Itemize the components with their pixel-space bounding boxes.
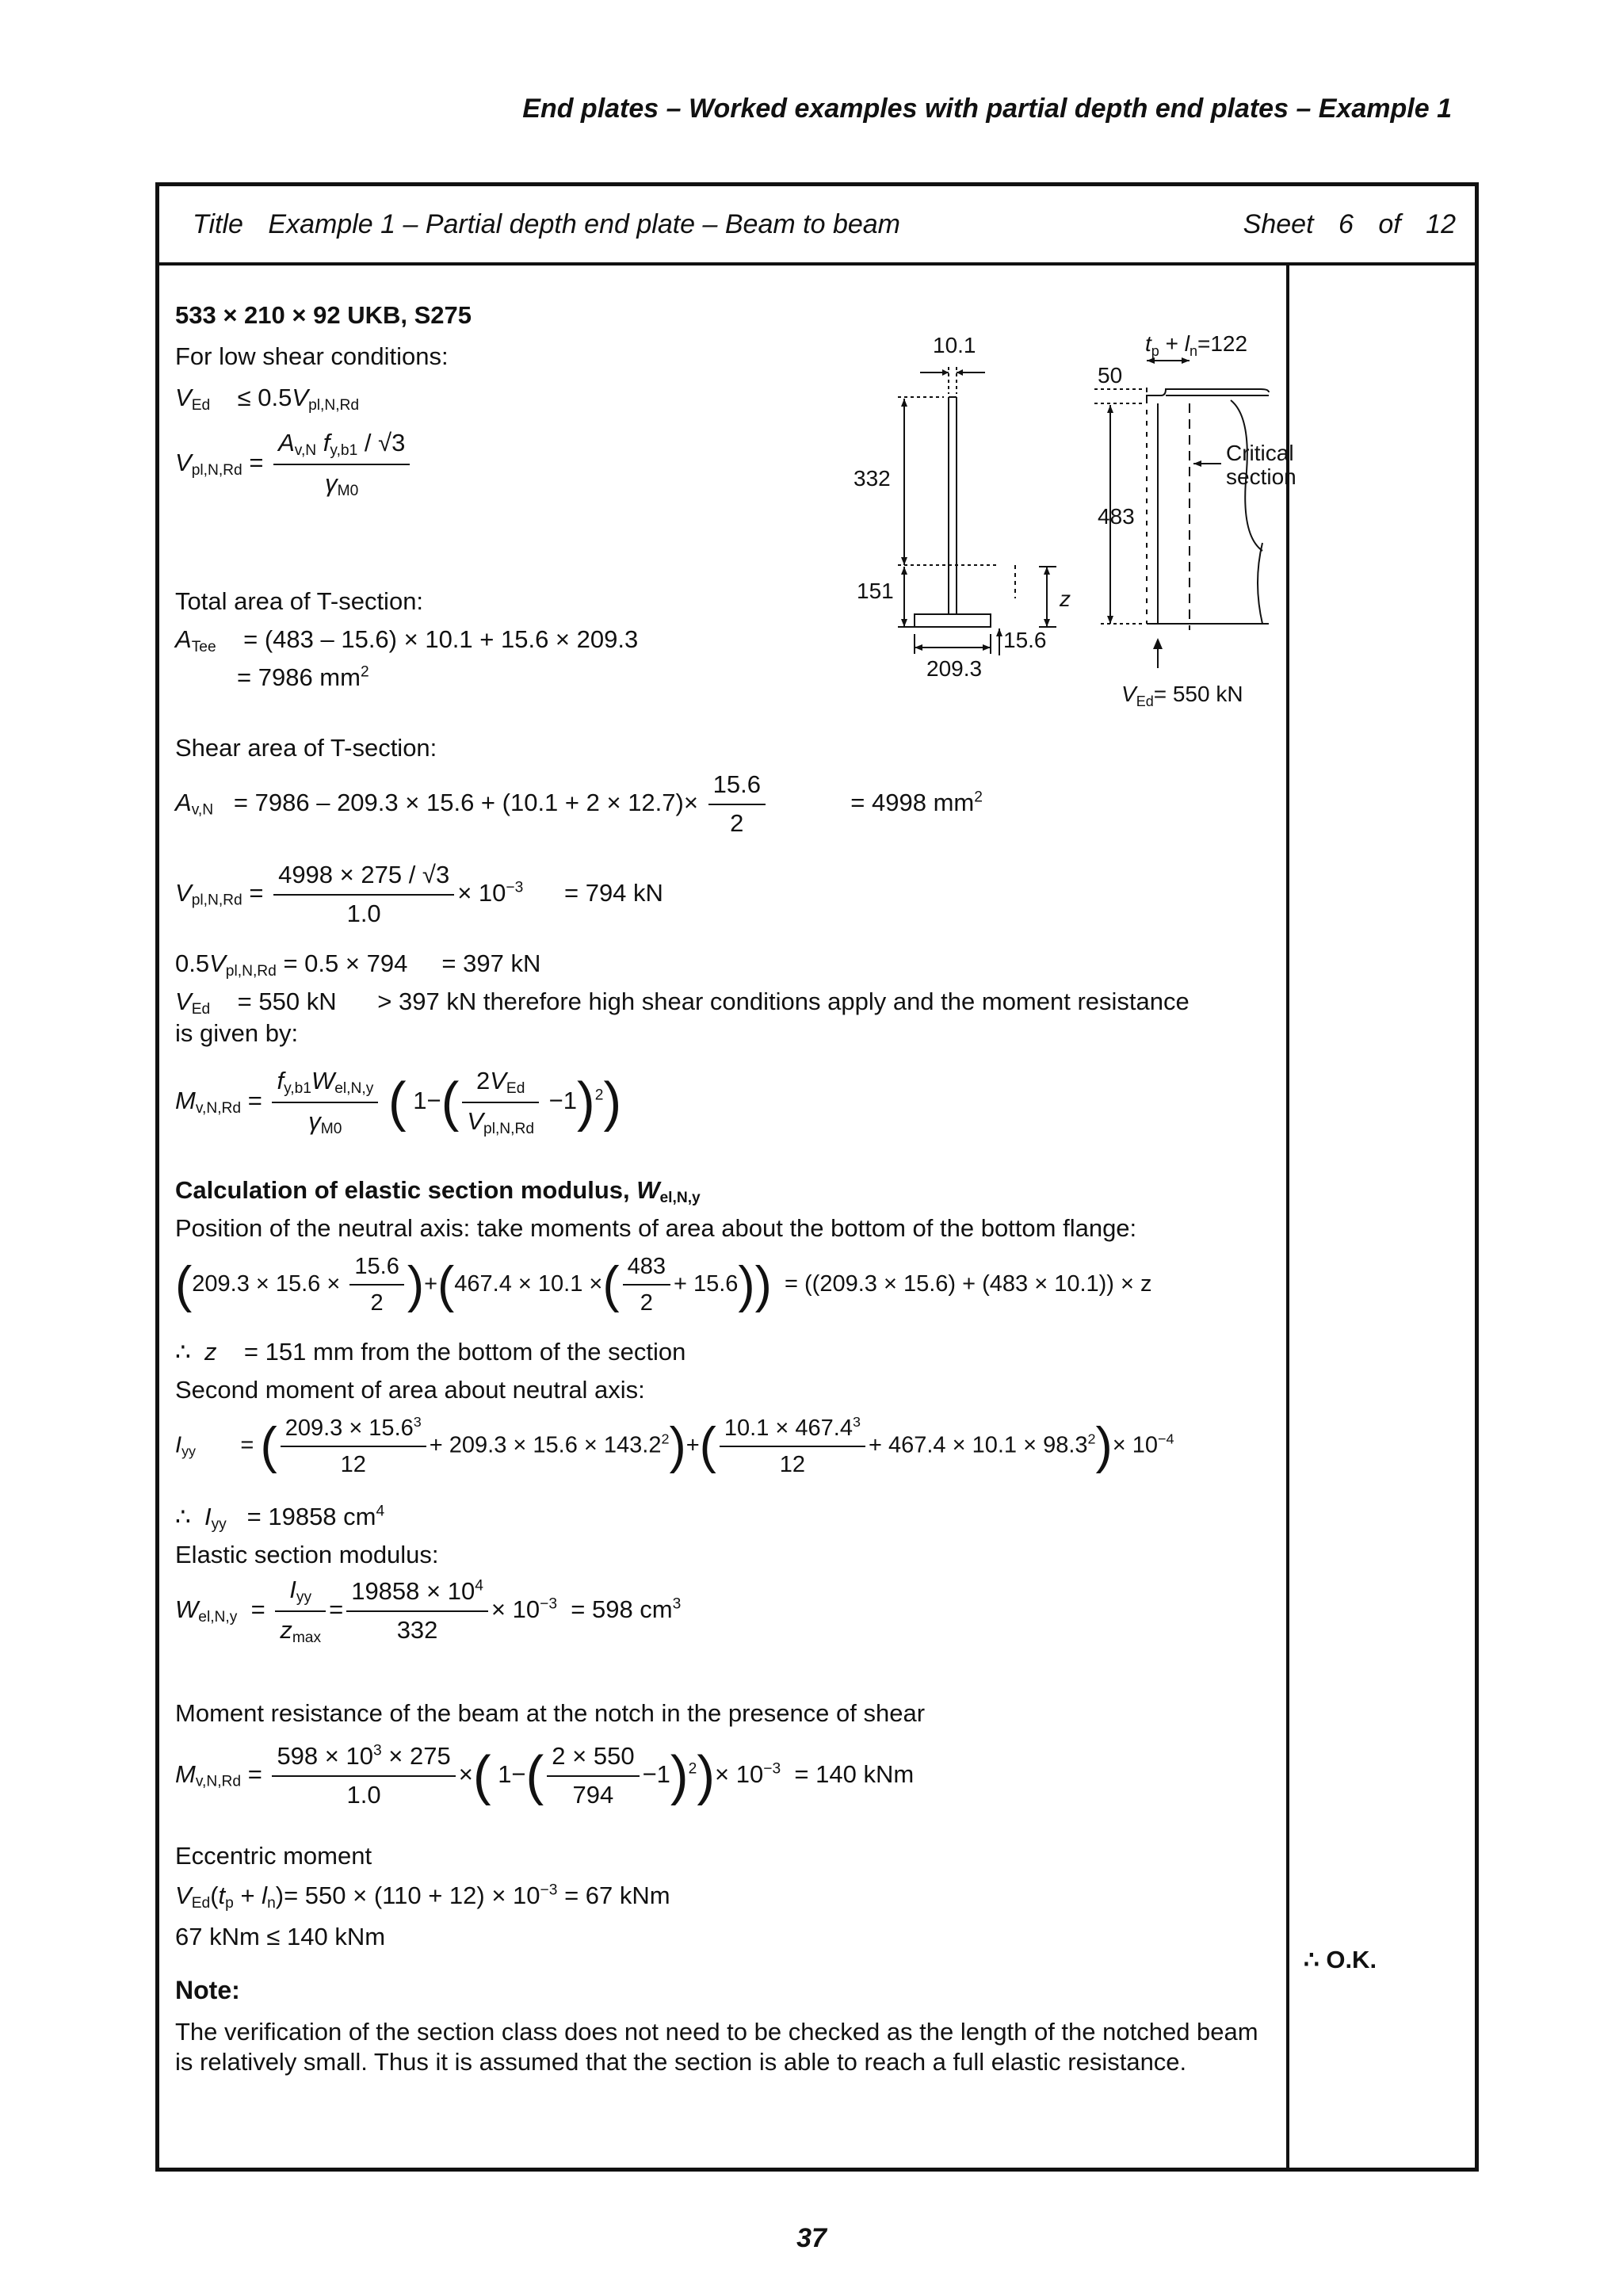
ved-force-label: $V_{Ed}= 550$ kN <box>1121 682 1243 709</box>
section-label: section <box>1226 464 1296 489</box>
iyy-equation: $I_{yy}$ = ( $\frac{209.3 \times 15.6^3}{12}$ + $209.3 \times 15.6 \times 143.2^2)+$( $\frac{10.1 \times 467.4^3}{12}$ + $467.4 \times 10.1 \times 98.3^2)\times 10^{-4}$ <box>175 1413 1174 1479</box>
wel-equation: $W_{el,N,y}$ = $\frac{I_{yy}}{z_{max}}$ = $\frac{19858 \times 10^4}{332}$ × $10^{-3} = 598$ $cm^3$ <box>175 1575 681 1648</box>
title-value: Example 1 – Partial depth end plate – Beam to beam <box>268 208 900 239</box>
title-label: Title <box>193 208 243 239</box>
tp-ln-label: $t_p + l_n=122$ <box>1145 331 1248 359</box>
neutral-axis-text: Position of the neutral axis: take moments of area about the bottom of the bottom flange: <box>175 1214 1137 1242</box>
z-label: z <box>1060 586 1071 611</box>
title-row <box>159 186 1475 266</box>
note-heading: Note: <box>175 1976 240 2004</box>
shear-area-text: Shear area of T-section: <box>175 734 437 762</box>
note-body: The verification of the section class does not need to be checked as the length of the notched beam is relatively small. Thus it is assumed that the section is able to reach a full elastic resistance. <box>175 2018 1258 2076</box>
calc-sheet <box>155 182 1479 2172</box>
eccentric-line: $V_{Ed}(t_p + l_n)= 550 \times (110 + 12) \times 10^{-3} = 67$ kNm <box>175 1881 670 1912</box>
of-label: of <box>1378 208 1401 239</box>
ved-condition: $V_{Ed}$ ≤ $0.5V_{pl,N,Rd}$ <box>175 384 360 414</box>
iyy-result: ∴ $I_{yy}$ = 19858 $cm^4$ <box>175 1503 385 1533</box>
dim-209-3: 209.3 <box>926 656 983 681</box>
page-number: 37 <box>796 2223 827 2253</box>
section-figure <box>666 329 1296 717</box>
vplnrd-definition: $V_{pl,N,Rd}$ = $\frac{A_{v,N} f_{y,b1} / √3}{\gamma_{M0}}$ <box>175 428 413 501</box>
calc-heading: Calculation of elastic section modulus, $W_{el,N,y}$ <box>175 1176 701 1206</box>
ved-compare-cont: is given by: <box>175 1019 299 1047</box>
mvnrd-formula: $M_{v,N,Rd}$ = $\frac{f_{y,b1}W_{el,N,y}}{\gamma_{M0}}$ ( 1−( $\frac{2V_{Ed}}{V_{pl,N,Rd}}$ −1)$^2$) <box>175 1066 621 1139</box>
vplnrd-calc: $V_{pl,N,Rd}$ = $\frac{4998 \times 275 / √3}{1.0}$ × $10^{-3}$ = 794 kN <box>175 860 663 930</box>
atee-line-2: = 7986 $mm^2$ <box>237 663 369 691</box>
dim-483: 483 <box>1098 504 1135 529</box>
mvnrd-calc: $M_{v,N,Rd}$ = $\frac{598 \times 10^3 \times 275}{1.0}$ ×( 1−( $\frac{2 \times 550}{794}$ $-1)^2)\times 10^{-3} = 140$ kNm <box>175 1741 914 1811</box>
sheet-label: Sheet <box>1243 208 1314 239</box>
running-head: End plates – Worked examples with partial depth end plates – Example 1 <box>522 94 1452 124</box>
eccentric-text: Eccentric moment <box>175 1842 372 1870</box>
zbar-line: ∴ z = 151 mm from the bottom of the section <box>175 1338 686 1366</box>
half-vpl-line: $0.5V_{pl,N,Rd} = 0.5 \times 794$ = 397 kN <box>175 949 541 980</box>
second-moment-text: Second moment of area about neutral axis: <box>175 1376 645 1404</box>
dim-332: 332 <box>854 466 891 491</box>
dim-10-1: 10.1 <box>933 333 976 357</box>
dim-15-6: 15.6 <box>1003 628 1047 652</box>
atee-line-1: $A_{Tee}$ = (483 – 15.6) × 10.1 + 15.6 × 209.3 <box>175 625 639 655</box>
total-area-text: Total area of T-section: <box>175 587 424 615</box>
section-heading: 533 × 210 × 92 UKB, S275 <box>175 301 472 329</box>
avn-line: $A_{v,N}$ = 7986 – 209.3 × 15.6 + (10.1 + 2 × 12.7)× $\frac{15.6}{2}$ = 4998 $mm^2$ <box>175 770 983 839</box>
low-shear-text: For low shear conditions: <box>175 342 449 370</box>
critical-label: Critical <box>1226 441 1294 465</box>
dim-50: 50 <box>1098 363 1123 388</box>
calc-main <box>159 266 1296 2168</box>
sheet-total: 12 <box>1426 208 1456 239</box>
ved-compare: $V_{Ed}$ = 550 kN > 397 kN therefore high shear conditions apply and the moment resistance <box>175 988 1190 1018</box>
neutral-axis-equation: (209.3 × 15.6 × $\frac{15.6}{2}$ )+(467.4 × 10.1 ×( $\frac{483}{2}$ + 15.6)) = ((209.3 × 15.6) + (483 × 10.1)) × z <box>175 1252 1152 1318</box>
sheet-number: 6 <box>1338 208 1354 239</box>
check-ok: ∴ O.K. <box>1304 1946 1377 1973</box>
check-line: 67 kNm ≤ 140 kNm <box>175 1923 386 1950</box>
dim-151: 151 <box>857 579 894 603</box>
elastic-modulus-text: Elastic section modulus: <box>175 1541 439 1568</box>
margin-column <box>1289 266 1475 2168</box>
moment-resistance-text: Moment resistance of the beam at the notch in the presence of shear <box>175 1699 926 1727</box>
